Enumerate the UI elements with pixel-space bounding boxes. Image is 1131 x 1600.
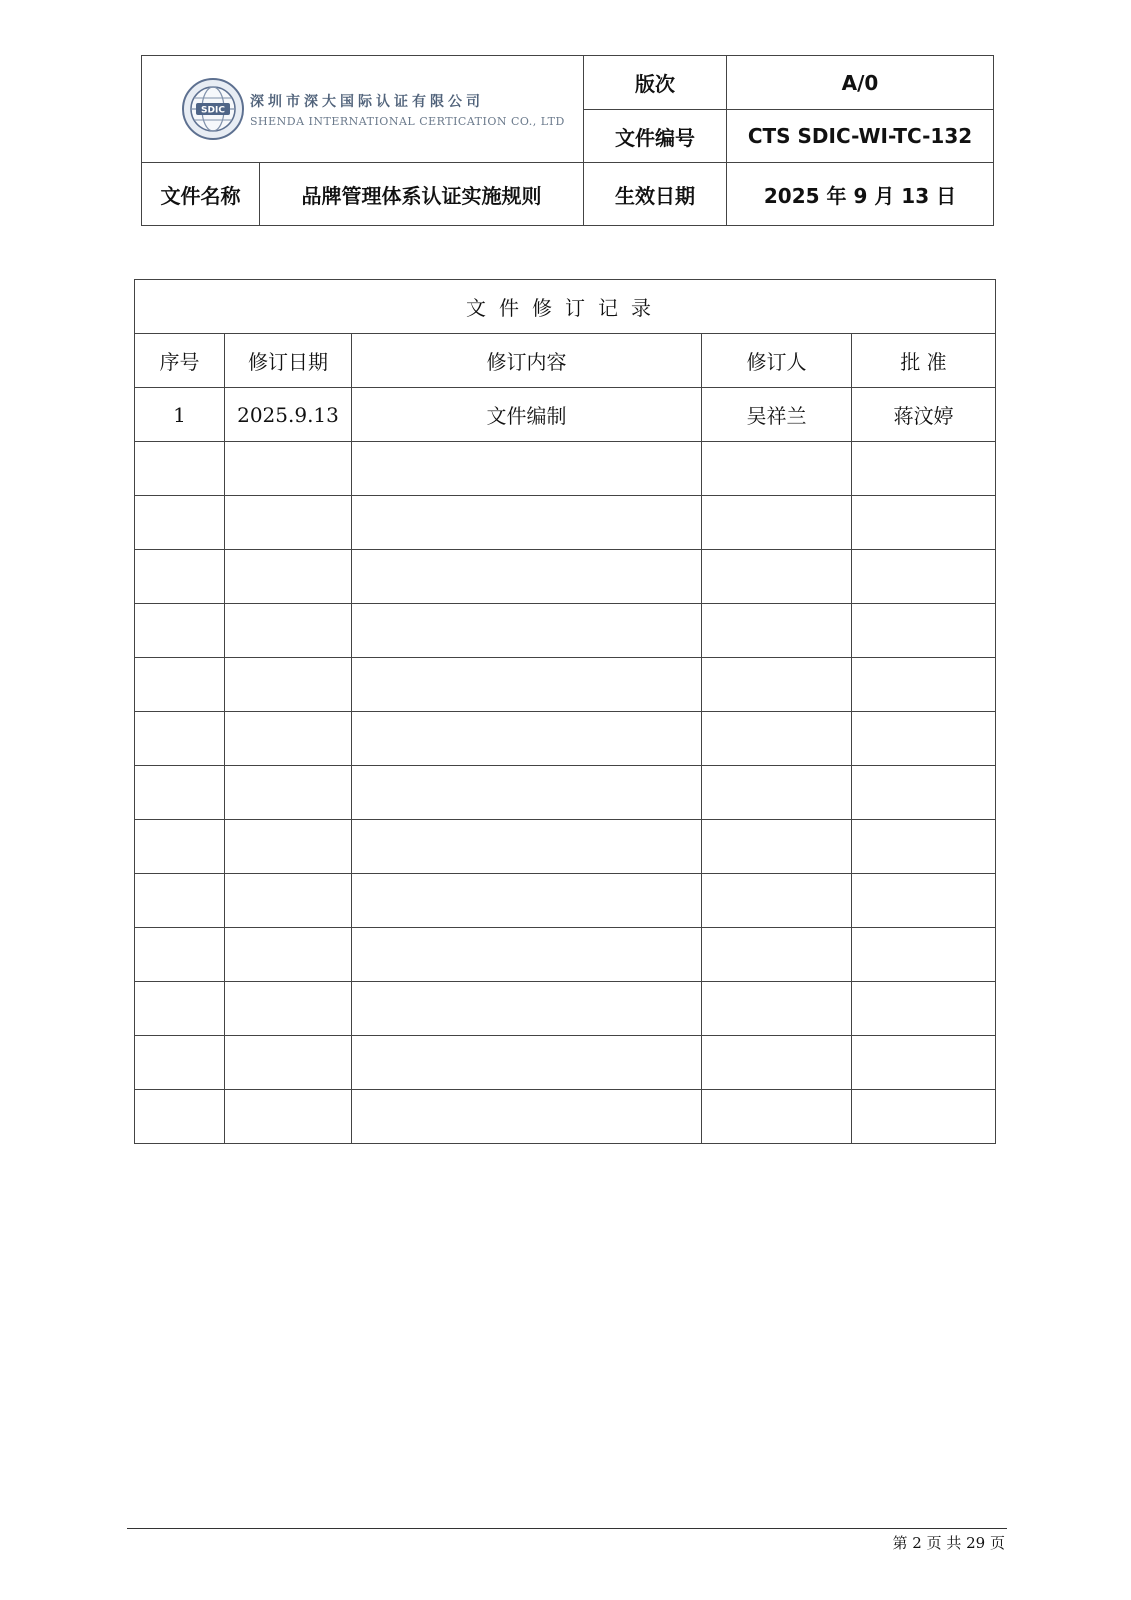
company-name-en: SHENDA INTERNATIONAL CERTICATION CO., LTD: [250, 114, 565, 128]
cell-approver: [852, 928, 996, 982]
cell-date: [225, 1036, 352, 1090]
cell-seq: 1: [135, 388, 225, 442]
cell-approver: [852, 496, 996, 550]
table-row: [135, 1036, 996, 1090]
company-name-cn: 深圳市深大国际认证有限公司: [250, 93, 484, 110]
cell-seq: [135, 550, 225, 604]
cell-reviser: [702, 604, 852, 658]
page-number: 第 2 页 共 29 页: [892, 1534, 1005, 1552]
table-row: [135, 658, 996, 712]
cell-reviser: [702, 712, 852, 766]
col-header-approver: 批 准: [852, 334, 996, 388]
cell-date: [225, 820, 352, 874]
cell-reviser: [702, 982, 852, 1036]
footer-divider: [127, 1528, 1007, 1529]
company-logo-icon: [182, 78, 244, 140]
cell-reviser: [702, 766, 852, 820]
cell-content: [352, 982, 702, 1036]
col-header-reviser: 修订人: [702, 334, 852, 388]
doc-name-value: 品牌管理体系认证实施规则: [260, 163, 584, 226]
cell-approver: [852, 820, 996, 874]
cell-reviser: [702, 928, 852, 982]
cell-approver: [852, 712, 996, 766]
cell-date: [225, 658, 352, 712]
cell-content: [352, 1036, 702, 1090]
cell-date: [225, 982, 352, 1036]
cell-reviser: [702, 1090, 852, 1144]
cell-seq: [135, 712, 225, 766]
doc-number-label: 文件编号: [584, 110, 727, 163]
cell-approver: [852, 550, 996, 604]
cell-date: [225, 496, 352, 550]
table-row: [135, 1090, 996, 1144]
cell-approver: [852, 442, 996, 496]
logo-lettering: SDIC: [201, 105, 225, 116]
table-row: [135, 982, 996, 1036]
cell-content: [352, 1090, 702, 1144]
cell-content: [352, 658, 702, 712]
cell-date: [225, 442, 352, 496]
cell-seq: [135, 820, 225, 874]
table-row: [135, 820, 996, 874]
effective-date-label: 生效日期: [584, 163, 727, 226]
table-row: [135, 712, 996, 766]
cell-seq: [135, 1036, 225, 1090]
cell-date: [225, 874, 352, 928]
cell-approver: [852, 982, 996, 1036]
cell-approver: [852, 1036, 996, 1090]
cell-seq: [135, 604, 225, 658]
cell-reviser: 吴祥兰: [702, 388, 852, 442]
cell-reviser: [702, 442, 852, 496]
doc-name-label: 文件名称: [142, 163, 260, 226]
cell-approver: [852, 1090, 996, 1144]
cell-seq: [135, 874, 225, 928]
cell-date: [225, 712, 352, 766]
table-row: [135, 928, 996, 982]
cell-seq: [135, 658, 225, 712]
cell-date: [225, 550, 352, 604]
table-row: [135, 496, 996, 550]
cell-approver: [852, 766, 996, 820]
doc-number-value: CTS SDIC-WI-TC-132: [727, 110, 994, 163]
cell-reviser: [702, 550, 852, 604]
cell-content: [352, 820, 702, 874]
cell-date: [225, 1090, 352, 1144]
cell-content: [352, 604, 702, 658]
table-row: [135, 766, 996, 820]
cell-reviser: [702, 658, 852, 712]
table-row: [135, 874, 996, 928]
cell-seq: [135, 928, 225, 982]
cell-content: [352, 928, 702, 982]
cell-content: [352, 442, 702, 496]
document-header: [141, 55, 994, 226]
cell-seq: [135, 496, 225, 550]
cell-content: [352, 550, 702, 604]
table-row: [135, 550, 996, 604]
table-row: [135, 388, 996, 442]
table-row: [135, 604, 996, 658]
cell-reviser: [702, 874, 852, 928]
cell-content: 文件编制: [352, 388, 702, 442]
cell-approver: 蒋汶婷: [852, 388, 996, 442]
cell-date: [225, 604, 352, 658]
cell-approver: [852, 874, 996, 928]
cell-seq: [135, 1090, 225, 1144]
cell-seq: [135, 442, 225, 496]
revision-header-row: [135, 334, 996, 388]
table-row: [135, 442, 996, 496]
col-header-date: 修订日期: [225, 334, 352, 388]
cell-reviser: [702, 496, 852, 550]
cell-content: [352, 766, 702, 820]
cell-reviser: [702, 820, 852, 874]
cell-date: 2025.9.13: [225, 388, 352, 442]
cell-content: [352, 496, 702, 550]
cell-date: [225, 928, 352, 982]
version-value: A/0: [727, 56, 994, 110]
cell-reviser: [702, 1036, 852, 1090]
revision-table-title: 文件修订记录: [135, 280, 996, 334]
cell-approver: [852, 604, 996, 658]
cell-content: [352, 712, 702, 766]
cell-content: [352, 874, 702, 928]
cell-approver: [852, 658, 996, 712]
cell-seq: [135, 982, 225, 1036]
cell-seq: [135, 766, 225, 820]
cell-date: [225, 766, 352, 820]
col-header-content: 修订内容: [352, 334, 702, 388]
version-label: 版次: [584, 56, 727, 110]
col-header-seq: 序号: [135, 334, 225, 388]
effective-date-value: 2025 年 9 月 13 日: [727, 163, 994, 226]
company-logo-block: [142, 56, 584, 163]
revision-record-table: [134, 279, 996, 1144]
